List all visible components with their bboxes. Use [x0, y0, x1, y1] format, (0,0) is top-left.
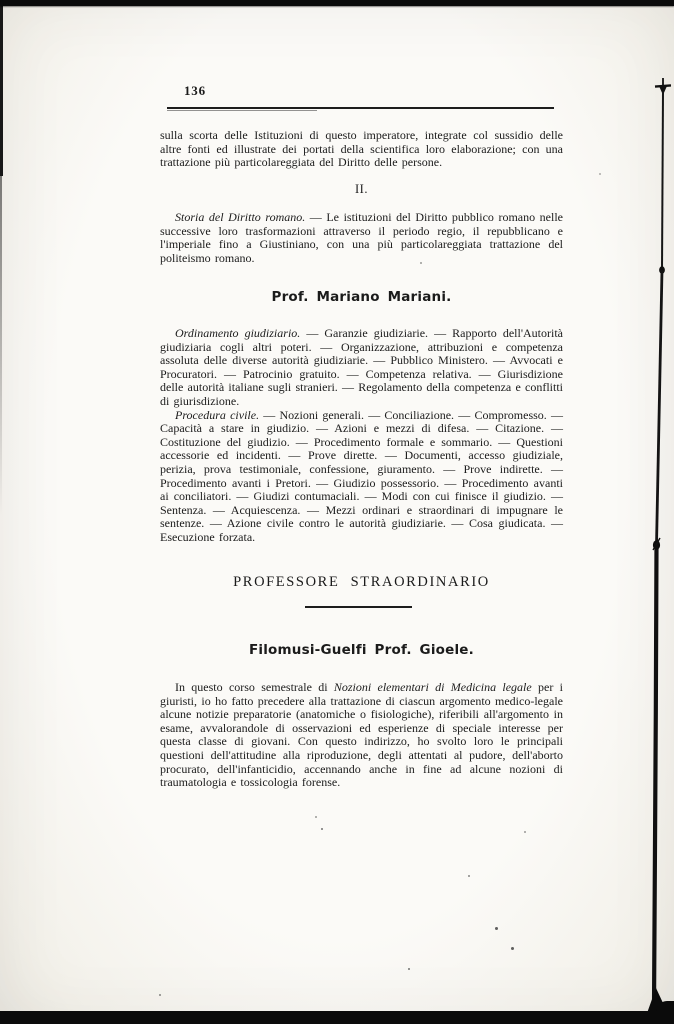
section-numeral: II.	[355, 182, 368, 196]
scan-speck	[408, 968, 410, 970]
header-rule-shadow	[167, 110, 317, 111]
course-pre: In questo corso semestrale di	[175, 680, 334, 694]
storia-lead: Storia del Diritto romano.	[175, 210, 306, 224]
paragraph-filomusi-course	[160, 681, 563, 790]
scan-speck	[321, 828, 323, 830]
paragraph-ordinamento	[160, 327, 563, 409]
intro-text: sulla scorta delle Istituzioni di questo imperatore, integrate col sussidio delle altre fonti ed illustrate dei portati della scientifica loro elaborazione; con una trattazione più particolareggiata del Diritto delle persone.	[160, 128, 563, 170]
procedura-lead: Procedura civile.	[175, 407, 260, 422]
ordinamento-lead: Ordinamento giudiziario.	[175, 326, 301, 340]
procedura-body: — Nozioni generali. — Conciliazione. — Compromesso. — Capacità a stare in giudizio. — Azioni e mezzi di difesa. — Citazione. — Costituzione del giudizio. — Procedimento formale e sommario. — Questioni accessorie ed incidenti. — Prove dirette. — Documenti, accesso giudiziale, perizia, prova testimoniale, confessione, giuramento. — Prove indirette. — Procedimento avanti i Pretori. — Giudizio possessorio. — Procedimento avanti ai conciliatori. — Giudizi contumaciali. — Modi con cui finisce il giudizio. — Sentenza. — Acquiescenza. — Mezzi ordinari e straordinari di impugnare le sentenze. — Azione civile contro le autorità giudiziarie. — Cosa giudicata. — Esecuzione forzata.	[160, 407, 564, 544]
scan-speck	[599, 173, 601, 175]
scan-speck	[495, 927, 498, 930]
section-divider-rule	[305, 606, 412, 608]
heading-straordinario: PROFESSORE STRAORDINARIO	[233, 574, 490, 590]
bookmark-thread-icon	[645, 78, 671, 1018]
paragraph-program	[160, 327, 563, 545]
scan-speck	[511, 947, 514, 950]
scan-edge-left-line	[0, 0, 3, 176]
scan-speck	[315, 816, 317, 818]
page-number: 136	[184, 83, 206, 98]
course-italic-title: Nozioni elementari di Medicina legale	[333, 680, 532, 694]
ordinamento-body: — Garanzie giudiziarie. — Rapporto dell'Autorità giudiziaria cogli altri poteri. — Organizzazione, attribuzioni e competenza assoluta delle diverse autorità giudiziarie. — Pubblico Ministero. — Avvocati e Procuratori. — Patrocinio gratuito. — Competenza relativa. — Giurisdizione delle autorità italiane sugli stranieri. — Regolamento della competenza e conflitti di giurisdizione.	[160, 326, 563, 408]
paragraph-storia	[160, 211, 563, 265]
storia-body: — Le istituzioni del Diritto pubblico romano nelle successive loro trasformazioni attraverso il periodo regio, il repubblicano e l'imperiale fino a Giustiniano, con una più particolareggiata trattazione del politeismo romano.	[160, 210, 563, 265]
header-rule	[167, 107, 554, 109]
heading-filomusi: Filomusi-Guelfi Prof. Gioele.	[248, 642, 474, 658]
scan-speck	[468, 875, 470, 877]
scan-edge-left-fade	[0, 176, 2, 516]
heading-mariani: Prof. Mariano Mariani.	[271, 289, 452, 305]
paragraph-intro	[160, 129, 563, 170]
scan-edge-top-bar	[0, 0, 674, 6]
scan-speck	[159, 994, 161, 996]
scan-speck	[420, 262, 422, 264]
course-post: per i giuristi, io ho fatto precedere alla trattazione di ciascun argomento medico-legale alcune notizie preparatorie (anatomiche o fisiologiche), riferibili all'argomento in esame, avvalorandole di osservazioni ed esperienze di speciale interesse per questa classe di giovani. Con questo indirizzo, ho svolto loro le principali questioni dell'attitudine alla riproduzione, degli attentati al pudore, dell'aborto procurato, dell'infanticidio, accennando anche in fine ad alcune nozioni di traumatologia e tossicologia forense.	[160, 680, 563, 790]
scan-edge-bottom-bar	[0, 1011, 674, 1024]
scan-speck	[524, 831, 526, 833]
paragraph-procedura	[160, 409, 563, 545]
